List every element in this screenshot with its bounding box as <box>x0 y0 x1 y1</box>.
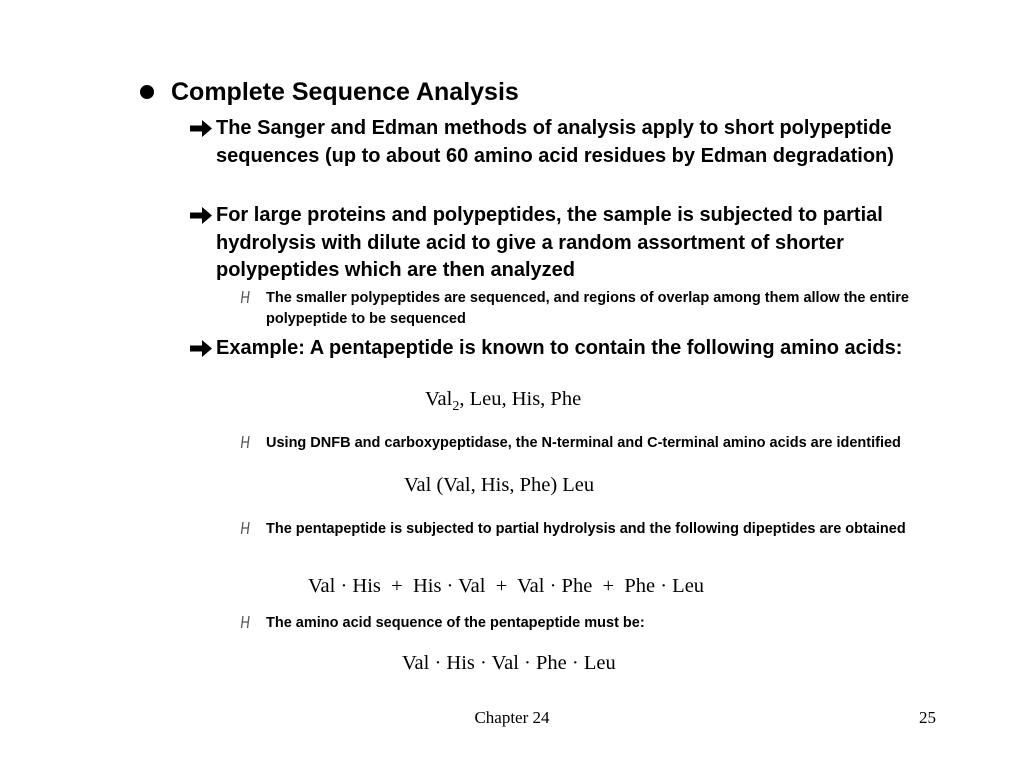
h-bullet-icon <box>240 290 252 304</box>
dipeptides-formula: Val · His + His · Val + Val · Phe + Phe · Leu <box>308 575 705 597</box>
sub-bullet-4-text: The amino acid sequence of the pentapeptide must be: <box>266 615 645 631</box>
composition-prefix: Val <box>425 388 453 410</box>
bullet-point-1-text: The Sanger and Edman methods of analysis apply to short polypeptide sequences (up to about 60 amino acid residues by Edman degradation) <box>216 117 894 167</box>
h-bullet-icon <box>240 521 252 535</box>
slide-title-text: Complete Sequence Analysis <box>171 78 519 106</box>
bullet-point-2 <box>188 202 948 285</box>
sub-bullet-3-text: The pentapeptide is subjected to partial hydrolysis and the following dipeptides are obtained <box>266 521 906 537</box>
composition-subscript: 2 <box>452 399 460 415</box>
bullet-point-3 <box>188 335 948 363</box>
footer-chapter: Chapter 24 <box>474 708 550 727</box>
bullet-point-2-text: For large proteins and polypeptides, the sample is subjected to partial hydrolysis with dilute acid to give a random assortment of shorter polypeptides which are then analyzed <box>216 204 883 281</box>
h-bullet-icon <box>240 435 252 449</box>
right-arrow-icon <box>188 202 215 229</box>
sub-bullet-1-text: The smaller polypeptides are sequenced, and regions of overlap among them allow the entire polypeptide to be sequenced <box>266 290 909 327</box>
composition-formula <box>425 386 581 420</box>
footer-page-number: 25 <box>919 708 936 727</box>
h-bullet-icon <box>240 615 252 629</box>
round-bullet-icon <box>140 85 154 99</box>
sub-bullet-4 <box>240 613 945 634</box>
termini-formula: Val (Val, His, Phe) Leu <box>404 474 595 496</box>
composition-rest: , Leu, His, Phe <box>459 388 582 410</box>
sequence-formula: Val · His · Val · Phe · Leu <box>402 652 616 674</box>
sub-bullet-2-text: Using DNFB and carboxypeptidase, the N-terminal and C-terminal amino acids are identified <box>266 435 901 451</box>
bullet-point-3-text: Example: A pentapeptide is known to contain the following amino acids: <box>216 337 903 359</box>
sub-bullet-1 <box>240 288 945 330</box>
sub-bullet-3 <box>240 519 945 540</box>
bullet-point-1 <box>188 115 948 170</box>
right-arrow-icon <box>188 335 215 362</box>
right-arrow-icon <box>188 115 215 142</box>
sub-bullet-2 <box>240 433 945 454</box>
